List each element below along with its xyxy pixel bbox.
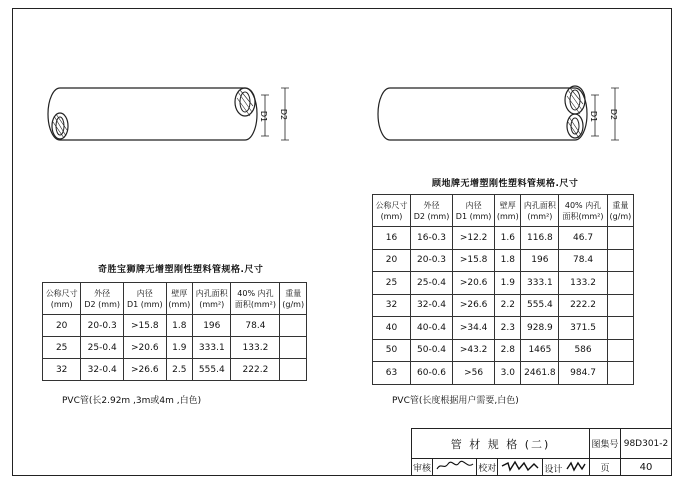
table-row	[43, 337, 307, 359]
table-row	[373, 249, 634, 272]
review-label: 审核	[412, 459, 433, 476]
cell: 63	[373, 362, 411, 385]
right-d2-label: D2	[609, 108, 619, 121]
header-inner-dia: 内径 D1 (mm)	[453, 195, 495, 227]
cell: 50-0.4	[410, 339, 452, 362]
cell: 371.5	[559, 317, 607, 340]
cell: 50	[373, 339, 411, 362]
cell: 20	[373, 249, 411, 272]
cell: 60-0.6	[410, 362, 452, 385]
design-label: 设计	[544, 464, 563, 475]
header-outer-dia: 外径 D2 (mm)	[81, 283, 124, 315]
design-signature-mark	[565, 460, 587, 472]
cell: 984.7	[559, 362, 607, 385]
cell	[280, 337, 307, 359]
header-area: 内孔面积 (mm²)	[193, 283, 231, 315]
pipe-drawing-right	[370, 70, 640, 150]
header-inner-dia: 内径 D1 (mm)	[123, 283, 166, 315]
table-row	[43, 315, 307, 337]
cell: 32-0.4	[410, 294, 452, 317]
cell: 25-0.4	[81, 337, 124, 359]
design-cell	[542, 459, 589, 476]
cell: 2.8	[495, 339, 521, 362]
header-area40: 40% 内孔 面积(mm²)	[559, 195, 607, 227]
cell: 20-0.3	[81, 315, 124, 337]
right-spec-table	[372, 194, 634, 385]
cell: >43.2	[453, 339, 495, 362]
cell	[607, 317, 633, 340]
cell: 40	[373, 317, 411, 340]
cell: 16	[373, 227, 411, 250]
table-row	[373, 227, 634, 250]
drawing-title: 管 材 规 格 (二)	[412, 429, 590, 459]
table-header-row	[43, 283, 307, 315]
cell	[607, 227, 633, 250]
cell: 2.5	[166, 359, 193, 381]
left-table-caption: 奇胜宝狮牌无增塑刚性塑料管规格.尺寸	[98, 265, 264, 275]
pipe-drawing-left	[40, 70, 310, 150]
cell: 2461.8	[521, 362, 559, 385]
cell: 78.4	[231, 315, 280, 337]
cell: >15.8	[453, 249, 495, 272]
cell: 40-0.4	[410, 317, 452, 340]
cell: 20	[43, 315, 81, 337]
header-area: 内孔面积 (mm²)	[521, 195, 559, 227]
cell: 1.8	[166, 315, 193, 337]
header-nominal: 公称尺寸 (mm)	[43, 283, 81, 315]
cell: 222.2	[231, 359, 280, 381]
cell: 1.9	[495, 272, 521, 295]
cell: 78.4	[559, 249, 607, 272]
right-d1-label: D1	[589, 110, 599, 123]
right-table-caption: 顾地牌无增塑刚性塑料管规格.尺寸	[432, 179, 579, 189]
table-row	[43, 359, 307, 381]
table-row	[373, 272, 634, 295]
cell	[280, 359, 307, 381]
cell: 222.2	[559, 294, 607, 317]
header-area40: 40% 内孔 面积(mm²)	[231, 283, 280, 315]
cell: 196	[521, 249, 559, 272]
cell: 32	[373, 294, 411, 317]
left-d1-label: D1	[259, 110, 269, 123]
header-weight: 重量 (g/m)	[280, 283, 307, 315]
header-outer-dia: 外径 D2 (mm)	[410, 195, 452, 227]
atlas-label: 图集号	[590, 429, 621, 459]
review-signature	[433, 459, 477, 476]
cell: 2.2	[495, 294, 521, 317]
header-wall: 壁厚 (mm)	[495, 195, 521, 227]
cell: 928.9	[521, 317, 559, 340]
cell: 133.2	[231, 337, 280, 359]
cell: 333.1	[521, 272, 559, 295]
table-row	[373, 339, 634, 362]
cell: >56	[453, 362, 495, 385]
table-row	[373, 294, 634, 317]
page-number: 40	[621, 459, 672, 476]
left-table-note: PVC管(长2.92m ,3m或4m ,白色)	[62, 396, 202, 406]
cell: 46.7	[559, 227, 607, 250]
page-label: 页	[590, 459, 621, 476]
cell	[607, 272, 633, 295]
cell	[607, 294, 633, 317]
cell: 333.1	[193, 337, 231, 359]
left-d2-label: D2	[279, 108, 289, 121]
cell: 116.8	[521, 227, 559, 250]
cell: 133.2	[559, 272, 607, 295]
check-signature-mark	[500, 460, 540, 472]
cell: >26.6	[123, 359, 166, 381]
header-nominal: 公称尺寸 (mm)	[373, 195, 411, 227]
table-header-row	[373, 195, 634, 227]
table-row	[373, 362, 634, 385]
cell: >15.8	[123, 315, 166, 337]
cell: >20.6	[453, 272, 495, 295]
cell: 25	[43, 337, 81, 359]
cell	[607, 339, 633, 362]
cell: >20.6	[123, 337, 166, 359]
cell: 555.4	[193, 359, 231, 381]
cell: 1465	[521, 339, 559, 362]
cell: >12.2	[453, 227, 495, 250]
cell: 586	[559, 339, 607, 362]
cell: >34.4	[453, 317, 495, 340]
header-wall: 壁厚 (mm)	[166, 283, 193, 315]
review-signature-mark	[435, 460, 475, 472]
check-signature	[498, 459, 542, 476]
table-row	[373, 317, 634, 340]
cell	[607, 362, 633, 385]
cell: 1.8	[495, 249, 521, 272]
cell: 32-0.4	[81, 359, 124, 381]
title-block	[411, 428, 672, 476]
check-label: 校对	[477, 459, 498, 476]
cell: 32	[43, 359, 81, 381]
left-spec-table	[42, 282, 307, 381]
cell: 1.6	[495, 227, 521, 250]
header-weight: 重量 (g/m)	[607, 195, 633, 227]
atlas-number: 98D301-2	[621, 429, 672, 459]
cell: 196	[193, 315, 231, 337]
cell	[607, 249, 633, 272]
cell	[280, 315, 307, 337]
cell: >26.6	[453, 294, 495, 317]
cell: 25-0.4	[410, 272, 452, 295]
right-table-note: PVC管(长度根据用户需要,白色)	[392, 396, 519, 406]
cell: 16-0.3	[410, 227, 452, 250]
cell: 1.9	[166, 337, 193, 359]
cell: 3.0	[495, 362, 521, 385]
cell: 25	[373, 272, 411, 295]
cell: 2.3	[495, 317, 521, 340]
cell: 20-0.3	[410, 249, 452, 272]
cell: 555.4	[521, 294, 559, 317]
